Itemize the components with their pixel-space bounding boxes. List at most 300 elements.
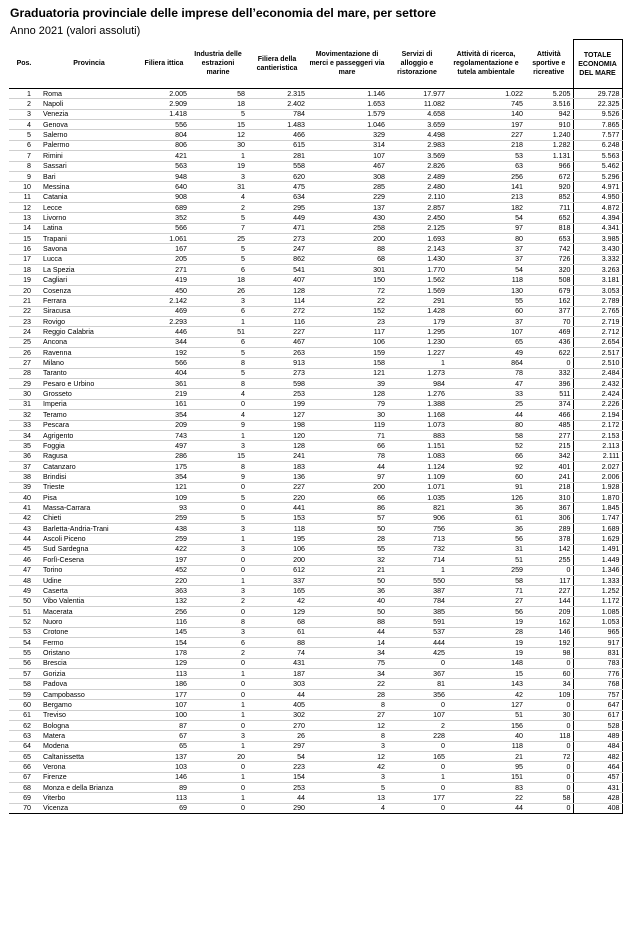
totale-cell: 1.747 bbox=[573, 513, 622, 523]
alloggio-ristorazione-cell: 756 bbox=[387, 524, 447, 534]
filiera-ittica-cell: 109 bbox=[139, 493, 189, 503]
cantieristica-cell: 106 bbox=[247, 544, 307, 554]
position-cell: 65 bbox=[9, 752, 39, 762]
estrazioni-marine-cell: 3 bbox=[189, 586, 247, 596]
totale-cell: 1.491 bbox=[573, 544, 622, 554]
province-cell: Rovigo bbox=[39, 316, 139, 326]
cantieristica-cell: 297 bbox=[247, 741, 307, 751]
alloggio-ristorazione-cell: 1.124 bbox=[387, 461, 447, 471]
cantieristica-cell: 114 bbox=[247, 296, 307, 306]
movimentazione-cell: 314 bbox=[307, 140, 387, 150]
ricerca-cell: 127 bbox=[447, 700, 525, 710]
movimentazione-cell: 1.146 bbox=[307, 89, 387, 99]
filiera-ittica-cell: 556 bbox=[139, 120, 189, 130]
totale-cell: 3.430 bbox=[573, 244, 622, 254]
province-cell: Catania bbox=[39, 192, 139, 202]
position-cell: 64 bbox=[9, 741, 39, 751]
totale-cell: 4.950 bbox=[573, 192, 622, 202]
ricerca-cell: 864 bbox=[447, 358, 525, 368]
movimentazione-cell: 5 bbox=[307, 783, 387, 793]
ricerca-cell: 36 bbox=[447, 524, 525, 534]
alloggio-ristorazione-cell: 1.562 bbox=[387, 275, 447, 285]
estrazioni-marine-cell: 58 bbox=[189, 89, 247, 99]
movimentazione-cell: 88 bbox=[307, 617, 387, 627]
cantieristica-cell: 26 bbox=[247, 731, 307, 741]
sportive-ricreative-cell: 378 bbox=[525, 534, 573, 544]
province-cell: Macerata bbox=[39, 606, 139, 616]
estrazioni-marine-cell: 1 bbox=[189, 534, 247, 544]
totale-cell: 2.765 bbox=[573, 306, 622, 316]
ricerca-cell: 40 bbox=[447, 731, 525, 741]
totale-cell: 4.872 bbox=[573, 202, 622, 212]
totale-cell: 482 bbox=[573, 752, 622, 762]
alloggio-ristorazione-cell: 165 bbox=[387, 752, 447, 762]
totale-cell: 408 bbox=[573, 803, 622, 813]
province-cell: Salerno bbox=[39, 130, 139, 140]
cantieristica-cell: 183 bbox=[247, 461, 307, 471]
alloggio-ristorazione-cell: 2.143 bbox=[387, 244, 447, 254]
alloggio-ristorazione-cell: 179 bbox=[387, 316, 447, 326]
province-cell: Grosseto bbox=[39, 389, 139, 399]
province-cell: Latina bbox=[39, 223, 139, 233]
cantieristica-cell: 44 bbox=[247, 689, 307, 699]
position-cell: 60 bbox=[9, 700, 39, 710]
position-cell: 62 bbox=[9, 720, 39, 730]
totale-cell: 4.394 bbox=[573, 213, 622, 223]
table-row bbox=[9, 171, 622, 181]
ricerca-cell: 143 bbox=[447, 679, 525, 689]
estrazioni-marine-cell: 5 bbox=[189, 254, 247, 264]
table-row bbox=[9, 202, 622, 212]
alloggio-ristorazione-cell: 2.110 bbox=[387, 192, 447, 202]
totale-cell: 2.654 bbox=[573, 337, 622, 347]
totale-cell: 2.432 bbox=[573, 379, 622, 389]
filiera-ittica-cell: 89 bbox=[139, 783, 189, 793]
position-cell: 3 bbox=[9, 109, 39, 119]
position-cell: 35 bbox=[9, 441, 39, 451]
header-movimentazione: Movimentazione di merci e passeggeri via mare bbox=[307, 40, 387, 89]
table-row bbox=[9, 627, 622, 637]
totale-cell: 1.449 bbox=[573, 555, 622, 565]
cantieristica-cell: 199 bbox=[247, 399, 307, 409]
table-row bbox=[9, 451, 622, 461]
totale-cell: 431 bbox=[573, 783, 622, 793]
movimentazione-cell: 86 bbox=[307, 503, 387, 513]
totale-cell: 2.510 bbox=[573, 358, 622, 368]
alloggio-ristorazione-cell: 0 bbox=[387, 783, 447, 793]
filiera-ittica-cell: 640 bbox=[139, 182, 189, 192]
cantieristica-cell: 247 bbox=[247, 244, 307, 254]
movimentazione-cell: 36 bbox=[307, 586, 387, 596]
sportive-ricreative-cell: 485 bbox=[525, 420, 573, 430]
table-row bbox=[9, 140, 622, 150]
sportive-ricreative-cell: 215 bbox=[525, 441, 573, 451]
table-row bbox=[9, 586, 622, 596]
province-cell: Napoli bbox=[39, 99, 139, 109]
position-cell: 8 bbox=[9, 161, 39, 171]
province-cell: Chieti bbox=[39, 513, 139, 523]
table-row bbox=[9, 689, 622, 699]
estrazioni-marine-cell: 0 bbox=[189, 658, 247, 668]
table-row bbox=[9, 700, 622, 710]
totale-cell: 917 bbox=[573, 638, 622, 648]
sportive-ricreative-cell: 142 bbox=[525, 544, 573, 554]
totale-cell: 457 bbox=[573, 772, 622, 782]
cantieristica-cell: 54 bbox=[247, 752, 307, 762]
position-cell: 5 bbox=[9, 130, 39, 140]
filiera-ittica-cell: 113 bbox=[139, 793, 189, 803]
table-row bbox=[9, 606, 622, 616]
table-row bbox=[9, 472, 622, 482]
ricerca-cell: 60 bbox=[447, 306, 525, 316]
totale-cell: 1.085 bbox=[573, 606, 622, 616]
filiera-ittica-cell: 67 bbox=[139, 731, 189, 741]
estrazioni-marine-cell: 3 bbox=[189, 296, 247, 306]
filiera-ittica-cell: 497 bbox=[139, 441, 189, 451]
header-filiera-ittica: Filiera ittica bbox=[139, 40, 189, 89]
cantieristica-cell: 620 bbox=[247, 171, 307, 181]
sportive-ricreative-cell: 342 bbox=[525, 451, 573, 461]
table-row bbox=[9, 99, 622, 109]
sportive-ricreative-cell: 711 bbox=[525, 202, 573, 212]
table-row bbox=[9, 441, 622, 451]
province-cell: Pescara bbox=[39, 420, 139, 430]
position-cell: 1 bbox=[9, 89, 39, 99]
alloggio-ristorazione-cell: 367 bbox=[387, 669, 447, 679]
table-header-row bbox=[9, 40, 622, 89]
cantieristica-cell: 128 bbox=[247, 441, 307, 451]
position-cell: 52 bbox=[9, 617, 39, 627]
sportive-ricreative-cell: 3.516 bbox=[525, 99, 573, 109]
ricerca-cell: 37 bbox=[447, 254, 525, 264]
table-row bbox=[9, 285, 622, 295]
sportive-ricreative-cell: 726 bbox=[525, 254, 573, 264]
table-body bbox=[9, 89, 622, 814]
estrazioni-marine-cell: 8 bbox=[189, 461, 247, 471]
province-cell: Massa-Carrara bbox=[39, 503, 139, 513]
alloggio-ristorazione-cell: 11.082 bbox=[387, 99, 447, 109]
movimentazione-cell: 200 bbox=[307, 234, 387, 244]
totale-cell: 2.111 bbox=[573, 451, 622, 461]
cantieristica-cell: 241 bbox=[247, 451, 307, 461]
ranking-table bbox=[9, 39, 623, 814]
position-cell: 41 bbox=[9, 503, 39, 513]
filiera-ittica-cell: 469 bbox=[139, 306, 189, 316]
table-row bbox=[9, 513, 622, 523]
position-cell: 46 bbox=[9, 555, 39, 565]
ricerca-cell: 51 bbox=[447, 710, 525, 720]
estrazioni-marine-cell: 1 bbox=[189, 793, 247, 803]
position-cell: 55 bbox=[9, 648, 39, 658]
alloggio-ristorazione-cell: 1.109 bbox=[387, 472, 447, 482]
movimentazione-cell: 1.653 bbox=[307, 99, 387, 109]
totale-cell: 1.346 bbox=[573, 565, 622, 575]
totale-cell: 1.053 bbox=[573, 617, 622, 627]
position-cell: 19 bbox=[9, 275, 39, 285]
ricerca-cell: 141 bbox=[447, 182, 525, 192]
totale-cell: 6.248 bbox=[573, 140, 622, 150]
movimentazione-cell: 285 bbox=[307, 182, 387, 192]
sportive-ricreative-cell: 942 bbox=[525, 109, 573, 119]
filiera-ittica-cell: 566 bbox=[139, 358, 189, 368]
alloggio-ristorazione-cell: 0 bbox=[387, 803, 447, 813]
movimentazione-cell: 28 bbox=[307, 689, 387, 699]
totale-cell: 22.325 bbox=[573, 99, 622, 109]
estrazioni-marine-cell: 5 bbox=[189, 493, 247, 503]
province-cell: Sud Sardegna bbox=[39, 544, 139, 554]
province-cell: Sassari bbox=[39, 161, 139, 171]
totale-cell: 2.484 bbox=[573, 368, 622, 378]
movimentazione-cell: 44 bbox=[307, 627, 387, 637]
sportive-ricreative-cell: 162 bbox=[525, 296, 573, 306]
movimentazione-cell: 68 bbox=[307, 254, 387, 264]
totale-cell: 5.296 bbox=[573, 171, 622, 181]
totale-cell: 2.113 bbox=[573, 441, 622, 451]
province-cell: Monza e della Brianza bbox=[39, 783, 139, 793]
cantieristica-cell: 273 bbox=[247, 234, 307, 244]
alloggio-ristorazione-cell: 906 bbox=[387, 513, 447, 523]
table-row bbox=[9, 741, 622, 751]
position-cell: 29 bbox=[9, 379, 39, 389]
table-row bbox=[9, 638, 622, 648]
position-cell: 22 bbox=[9, 306, 39, 316]
table-row bbox=[9, 379, 622, 389]
table-row bbox=[9, 503, 622, 513]
alloggio-ristorazione-cell: 4.658 bbox=[387, 109, 447, 119]
totale-cell: 7.865 bbox=[573, 120, 622, 130]
estrazioni-marine-cell: 12 bbox=[189, 130, 247, 140]
sportive-ricreative-cell: 0 bbox=[525, 358, 573, 368]
movimentazione-cell: 34 bbox=[307, 669, 387, 679]
header-pos: Pos. bbox=[9, 40, 39, 89]
sportive-ricreative-cell: 117 bbox=[525, 575, 573, 585]
ricerca-cell: 63 bbox=[447, 161, 525, 171]
alloggio-ristorazione-cell: 2 bbox=[387, 720, 447, 730]
sportive-ricreative-cell: 60 bbox=[525, 669, 573, 679]
cantieristica-cell: 128 bbox=[247, 285, 307, 295]
province-cell: Caltanissetta bbox=[39, 752, 139, 762]
movimentazione-cell: 34 bbox=[307, 648, 387, 658]
movimentazione-cell: 137 bbox=[307, 202, 387, 212]
movimentazione-cell: 107 bbox=[307, 151, 387, 161]
alloggio-ristorazione-cell: 2.857 bbox=[387, 202, 447, 212]
province-cell: Vicenza bbox=[39, 803, 139, 813]
ricerca-cell: 83 bbox=[447, 783, 525, 793]
table-row bbox=[9, 265, 622, 275]
ricerca-cell: 156 bbox=[447, 720, 525, 730]
cantieristica-cell: 195 bbox=[247, 534, 307, 544]
sportive-ricreative-cell: 144 bbox=[525, 596, 573, 606]
position-cell: 30 bbox=[9, 389, 39, 399]
filiera-ittica-cell: 167 bbox=[139, 244, 189, 254]
movimentazione-cell: 40 bbox=[307, 596, 387, 606]
sportive-ricreative-cell: 652 bbox=[525, 213, 573, 223]
province-cell: Imperia bbox=[39, 399, 139, 409]
alloggio-ristorazione-cell: 291 bbox=[387, 296, 447, 306]
ricerca-cell: 97 bbox=[447, 223, 525, 233]
province-cell: Verona bbox=[39, 762, 139, 772]
ricerca-cell: 182 bbox=[447, 202, 525, 212]
filiera-ittica-cell: 93 bbox=[139, 503, 189, 513]
position-cell: 53 bbox=[9, 627, 39, 637]
alloggio-ristorazione-cell: 81 bbox=[387, 679, 447, 689]
cantieristica-cell: 862 bbox=[247, 254, 307, 264]
position-cell: 24 bbox=[9, 327, 39, 337]
ricerca-cell: 148 bbox=[447, 658, 525, 668]
alloggio-ristorazione-cell: 0 bbox=[387, 658, 447, 668]
position-cell: 4 bbox=[9, 120, 39, 130]
province-cell: Ravenna bbox=[39, 347, 139, 357]
filiera-ittica-cell: 2.293 bbox=[139, 316, 189, 326]
cantieristica-cell: 273 bbox=[247, 368, 307, 378]
totale-cell: 9.526 bbox=[573, 109, 622, 119]
position-cell: 42 bbox=[9, 513, 39, 523]
alloggio-ristorazione-cell: 356 bbox=[387, 689, 447, 699]
sportive-ricreative-cell: 255 bbox=[525, 555, 573, 565]
filiera-ittica-cell: 563 bbox=[139, 161, 189, 171]
ricerca-cell: 54 bbox=[447, 213, 525, 223]
province-cell: Trapani bbox=[39, 234, 139, 244]
alloggio-ristorazione-cell: 2.450 bbox=[387, 213, 447, 223]
position-cell: 28 bbox=[9, 368, 39, 378]
ricerca-cell: 140 bbox=[447, 109, 525, 119]
province-cell: Torino bbox=[39, 565, 139, 575]
alloggio-ristorazione-cell: 1.388 bbox=[387, 399, 447, 409]
position-cell: 14 bbox=[9, 223, 39, 233]
province-cell: Bari bbox=[39, 171, 139, 181]
filiera-ittica-cell: 566 bbox=[139, 223, 189, 233]
ricerca-cell: 19 bbox=[447, 617, 525, 627]
cantieristica-cell: 2.402 bbox=[247, 99, 307, 109]
position-cell: 63 bbox=[9, 731, 39, 741]
movimentazione-cell: 79 bbox=[307, 399, 387, 409]
cantieristica-cell: 475 bbox=[247, 182, 307, 192]
filiera-ittica-cell: 107 bbox=[139, 700, 189, 710]
estrazioni-marine-cell: 15 bbox=[189, 120, 247, 130]
totale-cell: 757 bbox=[573, 689, 622, 699]
ricerca-cell: 259 bbox=[447, 565, 525, 575]
filiera-ittica-cell: 186 bbox=[139, 679, 189, 689]
alloggio-ristorazione-cell: 713 bbox=[387, 534, 447, 544]
sportive-ricreative-cell: 0 bbox=[525, 803, 573, 813]
movimentazione-cell: 23 bbox=[307, 316, 387, 326]
estrazioni-marine-cell: 5 bbox=[189, 368, 247, 378]
ricerca-cell: 213 bbox=[447, 192, 525, 202]
sportive-ricreative-cell: 818 bbox=[525, 223, 573, 233]
estrazioni-marine-cell: 8 bbox=[189, 617, 247, 627]
sportive-ricreative-cell: 466 bbox=[525, 410, 573, 420]
movimentazione-cell: 3 bbox=[307, 741, 387, 751]
position-cell: 9 bbox=[9, 171, 39, 181]
ricerca-cell: 53 bbox=[447, 151, 525, 161]
estrazioni-marine-cell: 0 bbox=[189, 783, 247, 793]
estrazioni-marine-cell: 1 bbox=[189, 151, 247, 161]
filiera-ittica-cell: 161 bbox=[139, 399, 189, 409]
movimentazione-cell: 50 bbox=[307, 575, 387, 585]
cantieristica-cell: 295 bbox=[247, 202, 307, 212]
movimentazione-cell: 39 bbox=[307, 379, 387, 389]
province-cell: Viterbo bbox=[39, 793, 139, 803]
estrazioni-marine-cell: 19 bbox=[189, 161, 247, 171]
sportive-ricreative-cell: 910 bbox=[525, 120, 573, 130]
province-cell: Teramo bbox=[39, 410, 139, 420]
filiera-ittica-cell: 271 bbox=[139, 265, 189, 275]
sportive-ricreative-cell: 0 bbox=[525, 658, 573, 668]
ricerca-cell: 49 bbox=[447, 347, 525, 357]
cantieristica-cell: 263 bbox=[247, 347, 307, 357]
totale-cell: 1.252 bbox=[573, 586, 622, 596]
estrazioni-marine-cell: 4 bbox=[189, 192, 247, 202]
table-row bbox=[9, 254, 622, 264]
position-cell: 15 bbox=[9, 234, 39, 244]
page-title: Graduatoria provinciale delle imprese dell’economia del mare, per settore bbox=[10, 6, 437, 20]
sportive-ricreative-cell: 109 bbox=[525, 689, 573, 699]
movimentazione-cell: 32 bbox=[307, 555, 387, 565]
province-cell: Pesaro e Urbino bbox=[39, 379, 139, 389]
cantieristica-cell: 227 bbox=[247, 482, 307, 492]
movimentazione-cell: 106 bbox=[307, 337, 387, 347]
movimentazione-cell: 78 bbox=[307, 451, 387, 461]
totale-cell: 2.153 bbox=[573, 430, 622, 440]
movimentazione-cell: 258 bbox=[307, 223, 387, 233]
movimentazione-cell: 72 bbox=[307, 285, 387, 295]
ricerca-cell: 227 bbox=[447, 130, 525, 140]
movimentazione-cell: 3 bbox=[307, 772, 387, 782]
estrazioni-marine-cell: 4 bbox=[189, 389, 247, 399]
position-cell: 43 bbox=[9, 524, 39, 534]
position-cell: 39 bbox=[9, 482, 39, 492]
sportive-ricreative-cell: 0 bbox=[525, 700, 573, 710]
position-cell: 57 bbox=[9, 669, 39, 679]
movimentazione-cell: 66 bbox=[307, 441, 387, 451]
table-row bbox=[9, 555, 622, 565]
ricerca-cell: 65 bbox=[447, 337, 525, 347]
movimentazione-cell: 1.579 bbox=[307, 109, 387, 119]
province-cell: La Spezia bbox=[39, 265, 139, 275]
filiera-ittica-cell: 1.418 bbox=[139, 109, 189, 119]
estrazioni-marine-cell: 4 bbox=[189, 410, 247, 420]
table-row bbox=[9, 793, 622, 803]
sportive-ricreative-cell: 30 bbox=[525, 710, 573, 720]
table-row bbox=[9, 410, 622, 420]
province-cell: Cosenza bbox=[39, 285, 139, 295]
ricerca-cell: 42 bbox=[447, 689, 525, 699]
position-cell: 70 bbox=[9, 803, 39, 813]
totale-cell: 464 bbox=[573, 762, 622, 772]
filiera-ittica-cell: 2.005 bbox=[139, 89, 189, 99]
movimentazione-cell: 121 bbox=[307, 368, 387, 378]
estrazioni-marine-cell: 8 bbox=[189, 358, 247, 368]
position-cell: 27 bbox=[9, 358, 39, 368]
sportive-ricreative-cell: 332 bbox=[525, 368, 573, 378]
sportive-ricreative-cell: 72 bbox=[525, 752, 573, 762]
province-cell: Genova bbox=[39, 120, 139, 130]
cantieristica-cell: 165 bbox=[247, 586, 307, 596]
ricerca-cell: 118 bbox=[447, 741, 525, 751]
estrazioni-marine-cell: 0 bbox=[189, 689, 247, 699]
cantieristica-cell: 118 bbox=[247, 524, 307, 534]
cantieristica-cell: 153 bbox=[247, 513, 307, 523]
position-cell: 6 bbox=[9, 140, 39, 150]
alloggio-ristorazione-cell: 1.428 bbox=[387, 306, 447, 316]
table-row bbox=[9, 182, 622, 192]
totale-cell: 5.563 bbox=[573, 151, 622, 161]
position-cell: 54 bbox=[9, 638, 39, 648]
table-row bbox=[9, 752, 622, 762]
movimentazione-cell: 229 bbox=[307, 192, 387, 202]
estrazioni-marine-cell: 1 bbox=[189, 316, 247, 326]
movimentazione-cell: 57 bbox=[307, 513, 387, 523]
